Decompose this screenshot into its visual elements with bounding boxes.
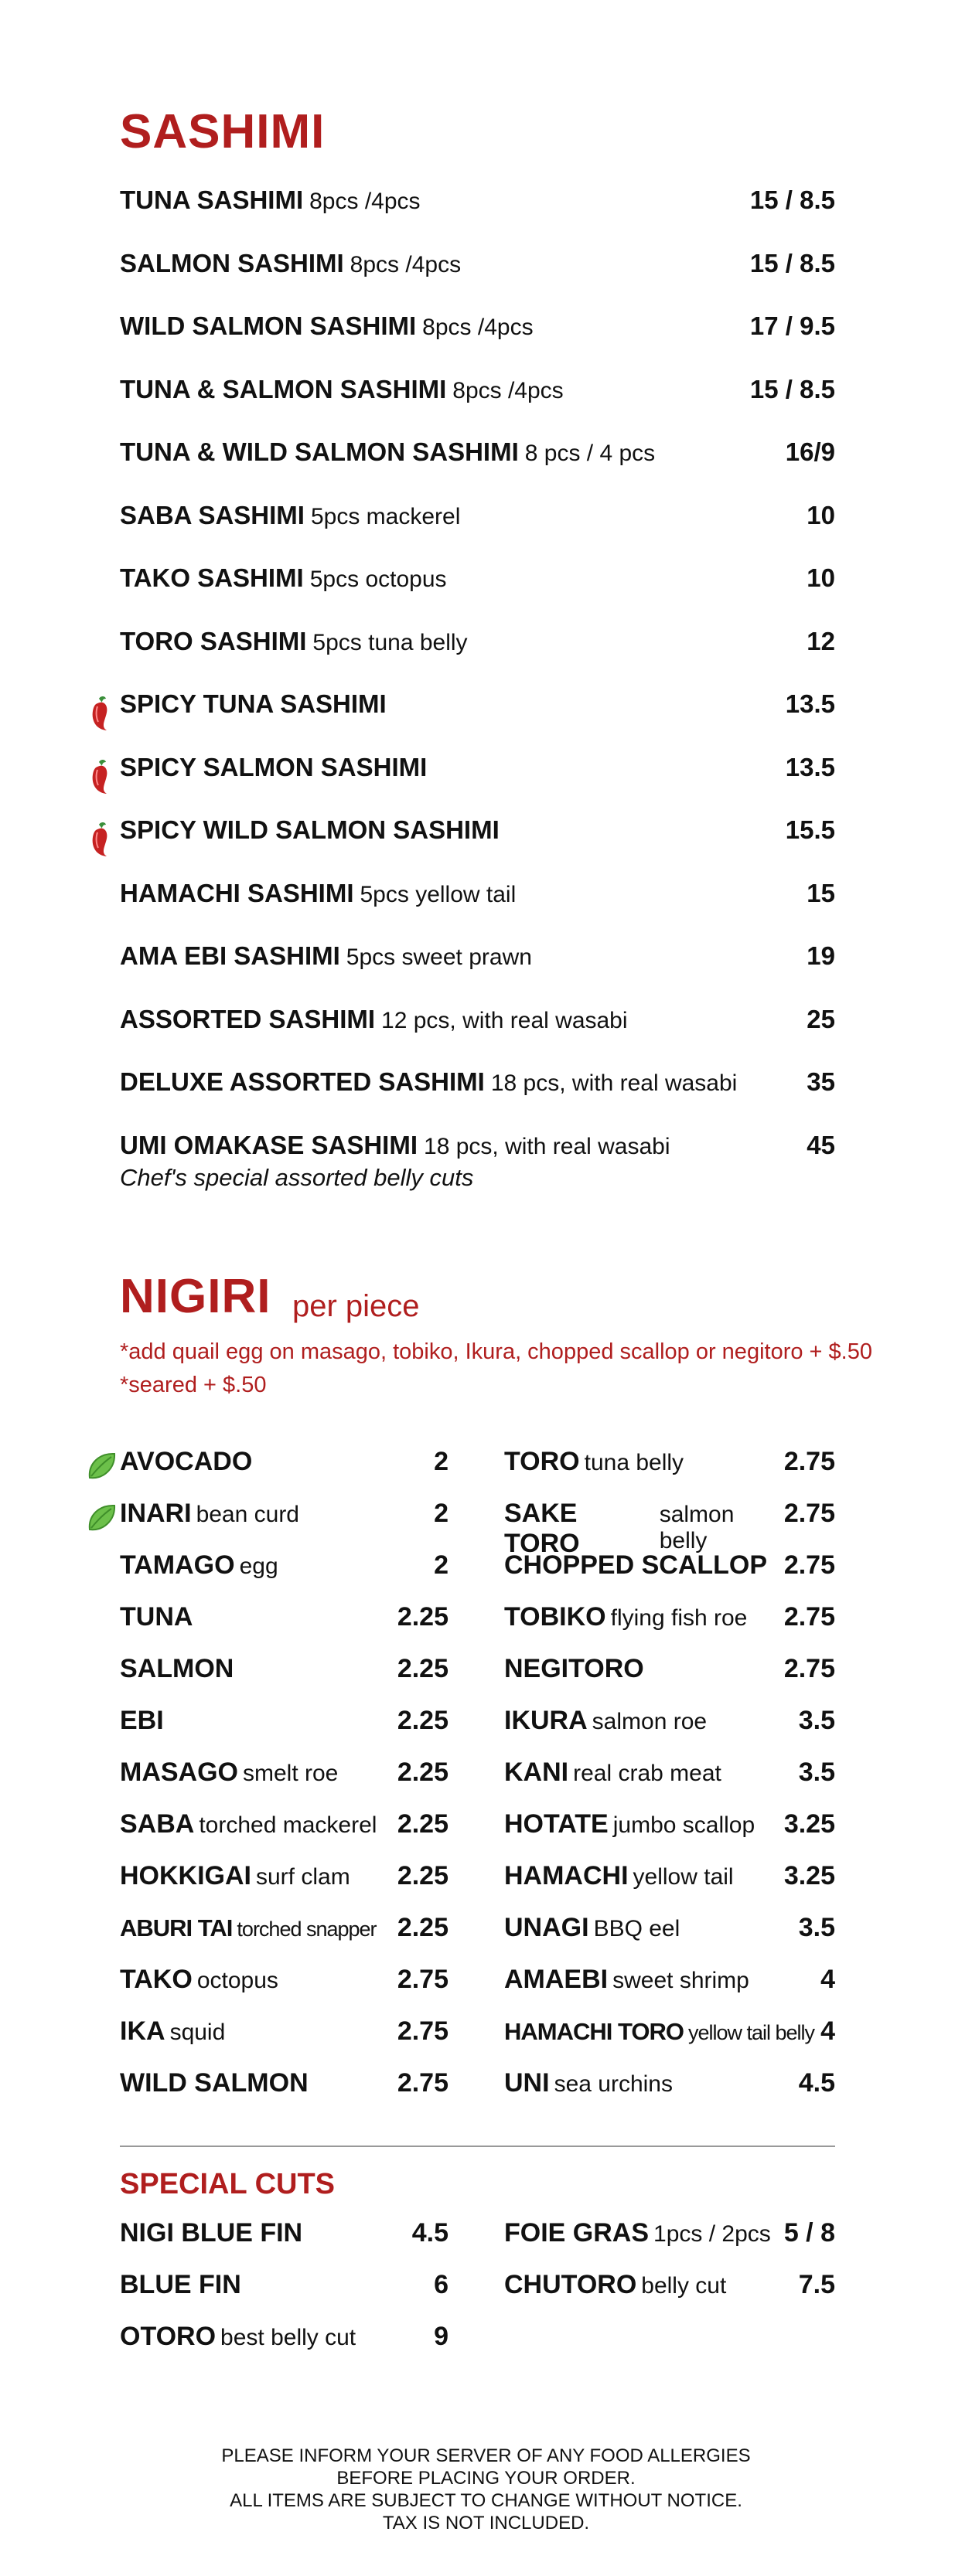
item-name: ASSORTED SASHIMI [120,1004,376,1033]
nigiri-item [504,1706,835,1744]
item-price: 2 [434,1447,448,1476]
sashimi-item [120,1067,835,1114]
item-name: WILD SALMON SASHIMI [120,311,417,340]
nigiri-item [120,1447,448,1485]
item-price: 3.5 [798,1913,835,1942]
item-description: smelt roe [243,1761,339,1786]
item-name: SALMON [120,1654,234,1683]
special-cut-item [120,2218,448,2257]
item-name: SABA SASHIMI [120,500,305,529]
item-price: 5 / 8 [783,2218,835,2248]
footer-line: TAX IS NOT INCLUDED. [382,2513,590,2533]
item-price: 10 [807,563,835,592]
nigiri-item [120,1861,448,1900]
sashimi-item [120,185,835,232]
item-price: 4 [820,1965,835,1994]
item-description: 8pcs /4pcs [309,189,421,214]
item-price: 15.5 [785,815,835,844]
item-price: 15 / 8.5 [749,374,835,403]
item-name: SABA [120,1809,195,1839]
item-price: 2.25 [397,1913,448,1942]
item-price: 45 [807,1130,835,1159]
item-price: 9 [434,2322,448,2351]
item-price: 3.5 [798,1758,835,1787]
item-price: 13.5 [785,689,835,718]
item-price: 2.75 [783,1550,835,1580]
item-name: TORO [504,1447,580,1476]
item-name: TUNA & WILD SALMON SASHIMI [120,437,519,466]
nigiri-item [504,1499,835,1558]
item-description: 5pcs octopus [309,567,447,592]
nigiri-item [504,1758,835,1796]
nigiri-item [504,2016,835,2055]
item-price: 2 [434,1550,448,1580]
item-description: BBQ eel [593,1916,680,1941]
sashimi-item [120,1005,835,1051]
sashimi-title: SASHIMI [120,105,326,158]
item-name: AMAEBI [504,1965,609,1994]
item-name: AMA EBI SASHIMI [120,941,340,970]
item-description: 1pcs / 2pcs [653,2221,771,2247]
item-price: 25 [807,1004,835,1033]
item-price: 10 [807,500,835,529]
nigiri-item [504,2068,835,2107]
sashimi-item [120,501,835,547]
nigiri-item [120,2068,448,2107]
item-name: HAMACHI [504,1861,629,1890]
item-name: SPICY SALMON SASHIMI [120,752,428,781]
item-description: egg [239,1553,278,1579]
item-price: 2.25 [397,1758,448,1787]
item-description: torched mackerel [199,1812,377,1838]
item-description: 5pcs yellow tail [360,881,517,907]
special-cuts-title: SPECIAL CUTS [120,2168,336,2200]
item-price: 35 [807,1067,835,1096]
item-name: INARI [120,1499,192,1528]
item-description: sweet shrimp [612,1968,749,1993]
item-price: 16/9 [785,437,835,466]
item-description: torched snapper [237,1918,377,1941]
item-price: 15 / 8.5 [749,185,835,214]
footer-line: PLEASE INFORM YOUR SERVER OF ANY FOOD ALLERGIES [221,2445,751,2466]
item-name: WILD SALMON [120,2068,309,2098]
sashimi-item [120,627,835,673]
item-name: TOBIKO [504,1602,606,1632]
item-name: HAMACHI SASHIMI [120,878,354,907]
sashimi-item [120,815,835,862]
item-description: sea urchins [554,2071,673,2097]
nigiri-item [120,1706,448,1744]
item-name: SPICY TUNA SASHIMI [120,689,387,718]
nigiri-item [120,1965,448,2003]
sashimi-item [120,689,835,736]
item-name: TUNA SASHIMI [120,185,304,214]
item-price: 4.5 [411,2218,448,2248]
item-name: AVOCADO [120,1447,253,1476]
sashimi-item [120,375,835,421]
chili-pepper-icon [87,696,114,731]
item-price: 4.5 [798,2068,835,2098]
special-cut-item [120,2270,448,2309]
item-description: salmon belly [659,1502,735,1553]
item-name: TAKO SASHIMI [120,563,304,592]
item-price: 6 [434,2270,448,2299]
item-description: yellow tail belly [687,2021,815,2044]
item-name: UMI OMAKASE SASHIMI [120,1130,418,1159]
item-description: 5pcs mackerel [310,503,461,529]
section-divider [120,2146,835,2147]
item-description: salmon roe [592,1709,708,1734]
nigiri-item [504,1809,835,1848]
item-description: 12 pcs, with real wasabi [381,1007,628,1033]
item-name: OTORO [120,2322,217,2351]
item-description: 18 pcs, with real wasabi [424,1133,670,1159]
item-description: 8pcs /4pcs [422,315,534,340]
nigiri-item [504,1965,835,2003]
item-name: HOKKIGAI [120,1861,251,1890]
item-description: 5pcs sweet prawn [346,944,532,970]
item-name: DELUXE ASSORTED SASHIMI [120,1067,485,1096]
item-price: 2.25 [397,1809,448,1839]
item-name: TAKO [120,1965,193,1994]
item-name: TORO SASHIMI [120,626,307,655]
item-price: 7.5 [798,2270,835,2299]
item-description: squid [169,2020,226,2045]
item-name: IKURA [504,1706,588,1735]
sashimi-item [120,563,835,610]
nigiri-title: NIGIRI [120,1270,271,1323]
nigiri-item [504,1654,835,1693]
item-price: 12 [807,626,835,655]
item-price: 3.25 [783,1809,835,1839]
item-name: IKA [120,2016,165,2046]
sashimi-note: Chef's special assorted belly cuts [120,1164,474,1191]
nigiri-item [120,1499,448,1537]
item-name: HAMACHI TORO [504,2018,684,2045]
nigiri-item [120,1654,448,1693]
sashimi-item [120,941,835,988]
item-price: 2.75 [397,2068,448,2098]
nigiri-item [120,1758,448,1796]
special-cut-item [504,2218,835,2257]
item-name: TAMAGO [120,1550,235,1580]
item-name: BLUE FIN [120,2270,241,2299]
item-price: 2.75 [783,1602,835,1632]
item-price: 2.75 [397,2016,448,2046]
item-name: UNI [504,2068,550,2098]
item-name: TUNA & SALMON SASHIMI [120,374,447,403]
item-price: 2.75 [397,1965,448,1994]
item-price: 2.25 [397,1861,448,1890]
sashimi-item [120,249,835,295]
sashimi-item [120,753,835,799]
item-name: CHUTORO [504,2270,637,2299]
item-price: 19 [807,941,835,970]
item-name: NEGITORO [504,1654,644,1683]
sashimi-item [120,311,835,358]
item-description: 8pcs /4pcs [350,251,462,277]
item-name: HOTATE [504,1809,609,1839]
nigiri-item [504,1447,835,1485]
item-price: 3.5 [798,1706,835,1735]
item-price: 2.75 [783,1447,835,1476]
special-cut-item [504,2270,835,2309]
nigiri-item [120,1913,448,1952]
item-description: tuna belly [584,1450,684,1475]
item-name: ABURI TAI [120,1914,233,1941]
item-description: belly cut [641,2273,727,2299]
footer-line: ALL ITEMS ARE SUBJECT TO CHANGE WITHOUT NOTICE. [230,2490,742,2511]
item-price: 2.75 [783,1654,835,1683]
item-description: 5pcs tuna belly [312,629,468,655]
item-price: 17 / 9.5 [749,311,835,340]
item-price: 15 [807,878,835,907]
item-price: 2.25 [397,1602,448,1632]
nigiri-note-1: *add quail egg on masago, tobiko, Ikura, chopped scallop or negitoro + $.50 [120,1339,872,1364]
nigiri-item [120,1602,448,1641]
item-price: 15 / 8.5 [749,248,835,277]
item-name: MASAGO [120,1758,238,1787]
item-price: 2.25 [397,1706,448,1735]
nigiri-item [120,1550,448,1589]
item-price: 2.25 [397,1654,448,1683]
item-description: surf clam [256,1864,350,1890]
item-description: 8pcs /4pcs [452,377,564,403]
item-name: SPICY WILD SALMON SASHIMI [120,815,500,844]
item-name: KANI [504,1758,569,1787]
item-price: 13.5 [785,752,835,781]
item-price: 4 [820,2016,835,2046]
nigiri-item [504,1550,835,1589]
nigiri-subtitle: per piece [292,1289,420,1323]
item-name: TUNA [120,1602,193,1632]
vegetarian-leaf-icon [87,1503,116,1533]
nigiri-note-2: *seared + $.50 [120,1373,267,1397]
nigiri-item [504,1861,835,1900]
item-description: bean curd [196,1502,299,1527]
allergy-notice [0,2445,972,2534]
nigiri-item [120,1809,448,1848]
item-name: FOIE GRAS [504,2218,650,2248]
item-name: NIGI BLUE FIN [120,2218,303,2248]
item-description: octopus [196,1968,278,1993]
item-name: SAKE TORO [504,1499,580,1558]
item-price: 2.75 [783,1499,835,1528]
item-price: 3.25 [783,1861,835,1890]
item-name: UNAGI [504,1913,589,1942]
item-description: flying fish roe [610,1605,748,1631]
nigiri-item [504,1913,835,1952]
item-name: SALMON SASHIMI [120,248,344,277]
chili-pepper-icon [87,759,114,795]
item-price: 2 [434,1499,448,1528]
chili-pepper-icon [87,822,114,857]
special-cut-item [120,2322,448,2360]
footer-line: BEFORE PLACING YOUR ORDER. [336,2468,636,2489]
sashimi-item [120,437,835,484]
sashimi-item [120,879,835,925]
item-description: best belly cut [220,2325,356,2350]
item-description: real crab meat [573,1761,721,1786]
item-description: 8 pcs / 4 pcs [524,441,656,466]
vegetarian-leaf-icon [87,1451,116,1481]
item-description: yellow tail [633,1864,734,1890]
item-name: CHOPPED SCALLOP [504,1550,768,1580]
item-description: jumbo scallop [612,1812,755,1838]
item-description: 18 pcs, with real wasabi [490,1070,738,1096]
item-name: EBI [120,1706,164,1735]
nigiri-item [120,2016,448,2055]
nigiri-item [504,1602,835,1641]
